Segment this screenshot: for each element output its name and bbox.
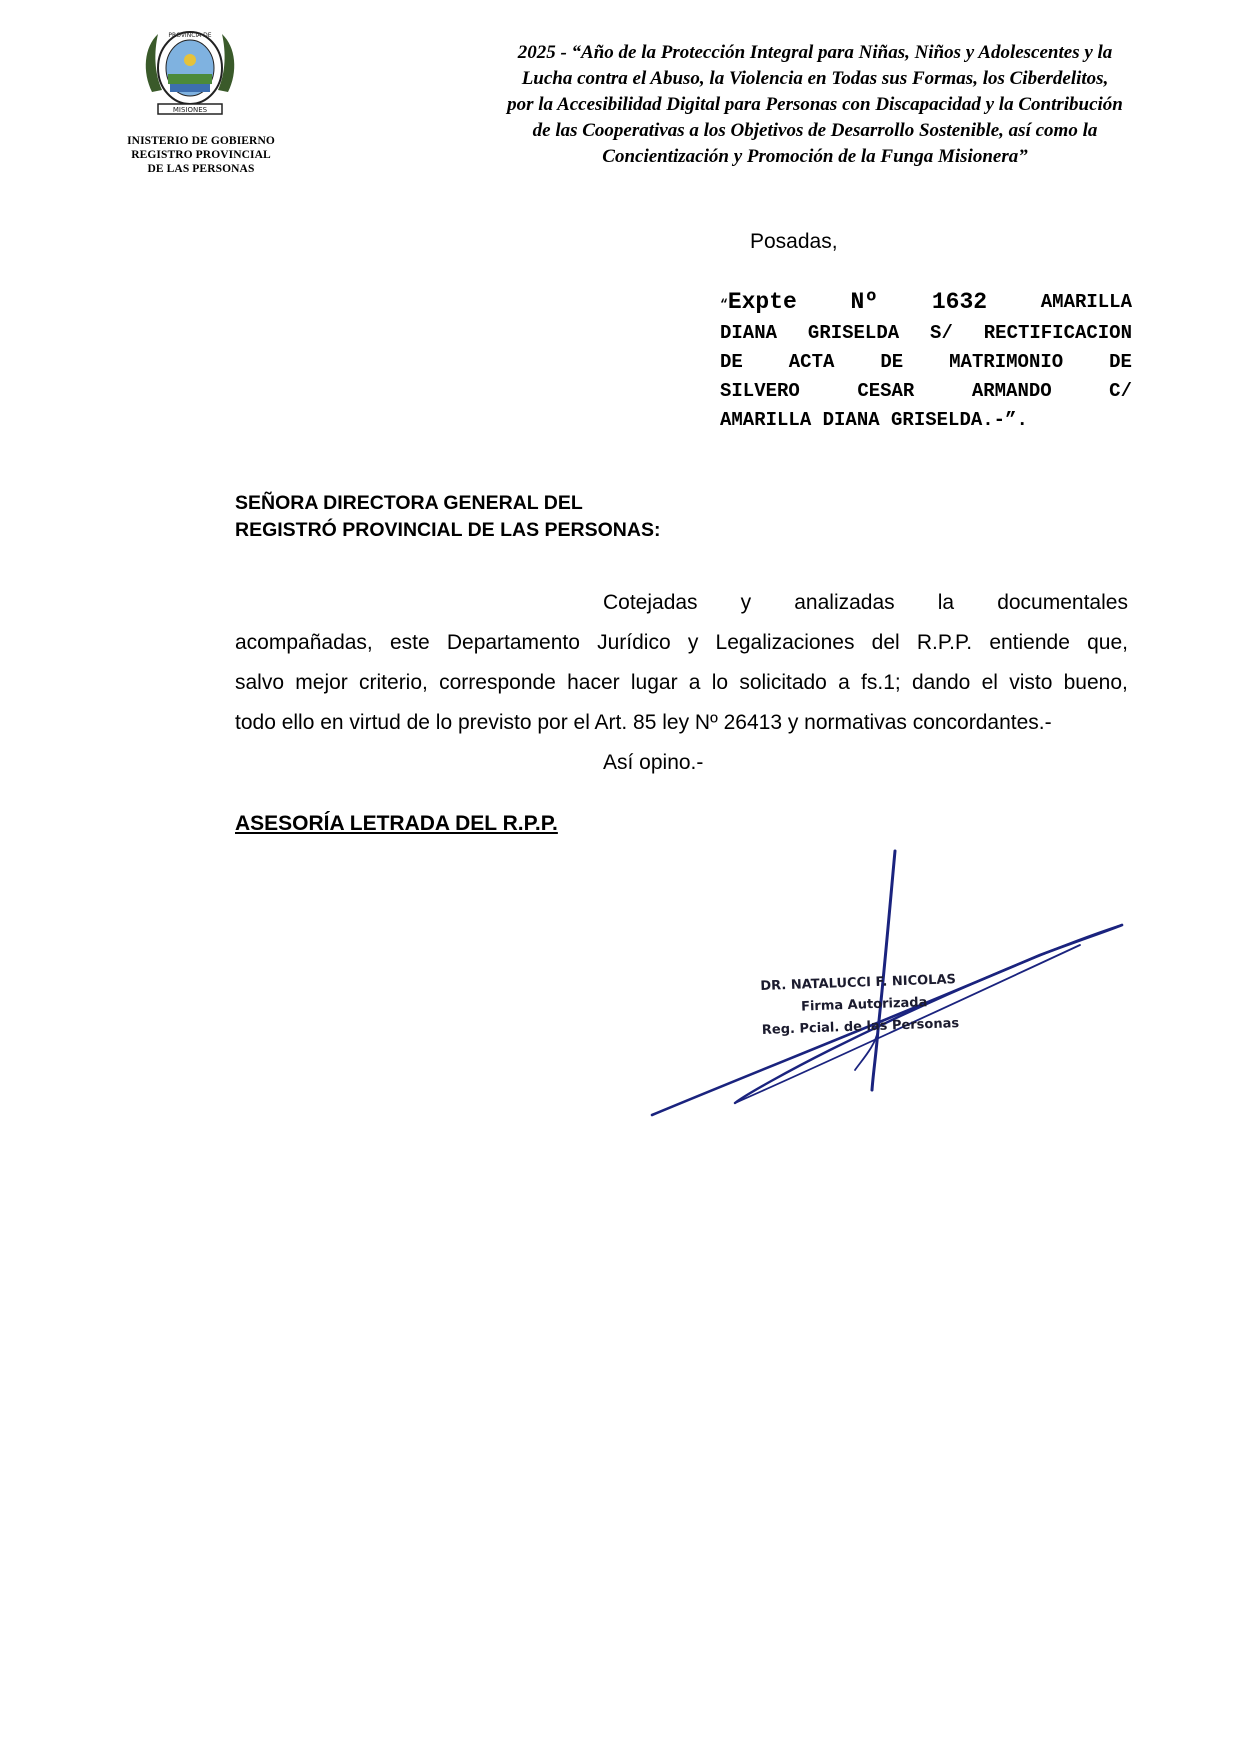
seal-top-text: PROVINCIA DE: [168, 32, 212, 39]
place-date: Posadas,: [750, 230, 838, 253]
province-seal-icon: [140, 22, 240, 118]
addressee-line: SEÑORA DIRECTORA GENERAL DEL: [235, 492, 583, 514]
addressee: [235, 490, 660, 544]
case-line: DE ACTA DE MATRIMONIO DE: [720, 351, 1132, 373]
stamp-line: Firma Autorizada: [800, 995, 928, 1015]
expte-word: Expte: [727, 289, 797, 315]
motto-line: 2025 - “Año de la Protección Integral para Niñas, Niños y Adolescentes y la: [517, 42, 1113, 63]
org-line: REGISTRO PROVINCIAL: [131, 149, 271, 161]
organization-name: [96, 134, 306, 176]
body-text: [235, 583, 1128, 783]
number-sign: Nº: [850, 289, 879, 315]
stamp-line: Reg. Pcial. de las Personas: [761, 1016, 960, 1038]
case-line: SILVERO CESAR ARMANDO C/: [720, 380, 1132, 402]
signing-office: ASESORÍA LETRADA DEL R.P.P.: [235, 812, 558, 835]
org-line: INISTERIO DE GOBIERNO: [127, 135, 275, 147]
case-line: “Expte Nº 1632 AMARILLA: [720, 288, 1132, 319]
body-line: salvo mejor criterio, corresponde hacer lugar a lo solicitado a fs.1; dando el visto bueno,: [235, 671, 1128, 694]
year-motto: [455, 40, 1175, 170]
case-reference: [720, 288, 1132, 435]
body-line: acompañadas, este Departamento Jurídico y Legalizaciones del R.P.P. entiende que,: [235, 631, 1128, 654]
addressee-line: REGISTRÓ PROVINCIAL DE LAS PERSONAS:: [235, 519, 661, 541]
case-line: AMARILLA DIANA GRISELDA.- ”.: [720, 409, 1028, 431]
authorization-stamp: [760, 969, 959, 1042]
org-line: DE LAS PERSONAS: [147, 163, 255, 175]
closing-phrase: Así opino.-: [603, 751, 704, 774]
body-line: Cotejadas y analizadas la documentales: [603, 591, 1128, 614]
motto-line: por la Accesibilidad Digital para Personas con Discapacidad y la Contribución: [507, 94, 1123, 115]
body-line: todo ello en virtud de lo previsto por el Art. 85 ley Nº 26413 y normativas concordantes.-: [235, 711, 1052, 734]
motto-line: Lucha contra el Abuso, la Violencia en Todas sus Formas, los Ciberdelitos,: [521, 68, 1109, 89]
case-line: DIANA GRISELDA S/ RECTIFICACION: [720, 322, 1132, 344]
motto-line: de las Cooperativas a los Objetivos de Desarrollo Sostenible, así como la: [532, 120, 1098, 141]
stamp-line: DR. NATALUCCI F. NICOLAS: [760, 972, 957, 994]
case-number: 1632: [931, 289, 988, 315]
seal-bottom-text: MISIONES: [172, 106, 208, 114]
motto-line: Concientización y Promoción de la Funga Misionera”: [602, 146, 1028, 167]
